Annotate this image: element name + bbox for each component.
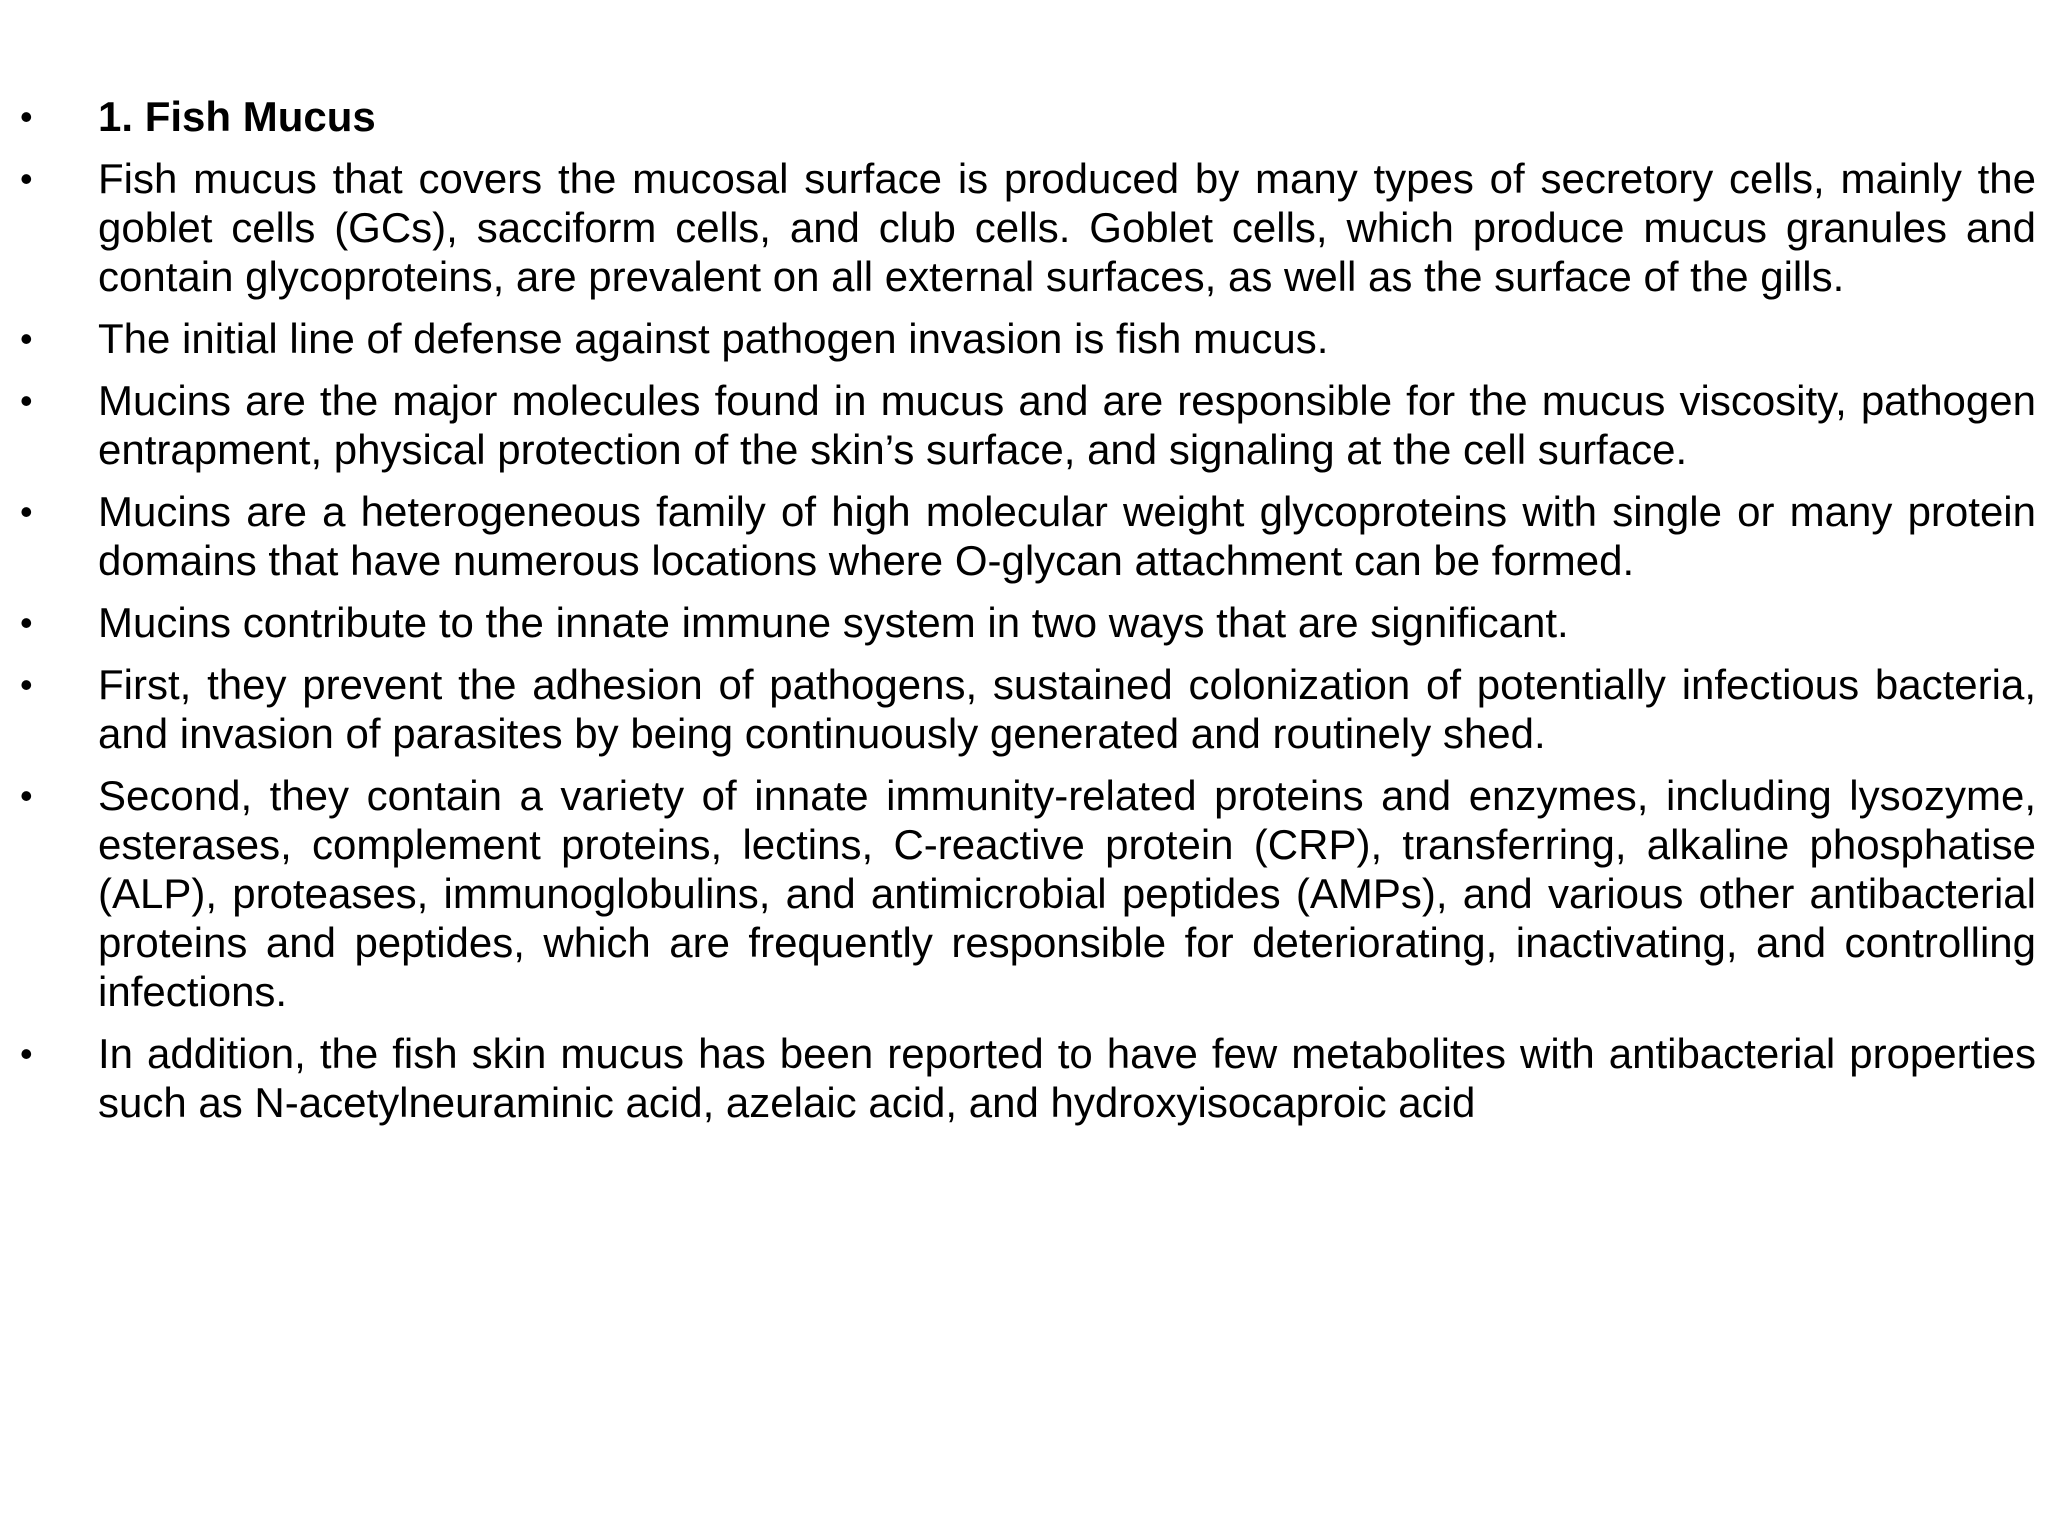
bullet-text: Second, they contain a variety of innate immunity-related proteins and enzymes, including lysozyme, esterases, complement proteins, lectins, C-reactive protein (CRP), transferring, alkaline phosphatise (ALP), proteases, immunoglobulins, and antimicrobial peptides (AMPs), and various other antibacterial proteins and peptides, which are frequently responsible for deteriorating, inactivating, and controlling infections. [98, 772, 2036, 1015]
section-heading: 1. Fish Mucus [98, 93, 376, 140]
bullet-marker: • [20, 1033, 33, 1074]
bullet-text: In addition, the fish skin mucus has been reported to have few metabolites with antibacterial properties such as N-acetylneuraminic acid, azelaic acid, and hydroxyisocaproic acid [98, 1030, 2036, 1126]
bullet-item [20, 376, 2036, 474]
bullet-item [20, 154, 2036, 301]
bullet-marker: • [20, 318, 33, 359]
bullet-text: The initial line of defense against pathogen invasion is fish mucus. [98, 315, 1329, 362]
bullet-text: Fish mucus that covers the mucosal surface is produced by many types of secretory cells, mainly the goblet cells (GCs), sacciform cells, and club cells. Goblet cells, which produce mucus granules and contain glycoproteins, are prevalent on all external surfaces, as well as the surface of the gills. [98, 155, 2036, 300]
bullet-text: Mucins contribute to the innate immune system in two ways that are significant. [98, 599, 1569, 646]
bullet-text: First, they prevent the adhesion of pathogens, sustained colonization of potentially infectious bacteria, and invasion of parasites by being continuously generated and routinely shed. [98, 661, 2036, 757]
bullet-item [20, 314, 2036, 363]
bullet-item [20, 660, 2036, 758]
bullet-text: Mucins are the major molecules found in mucus and are responsible for the mucus viscosity, pathogen entrapment, physical protection of the skin’s surface, and signaling at the cell surface. [98, 377, 2036, 473]
bullet-item [20, 598, 2036, 647]
bullet-marker: • [20, 158, 33, 199]
bullet-item-heading [20, 92, 2036, 141]
bullet-marker: • [20, 491, 33, 532]
bullet-marker: • [20, 602, 33, 643]
bullet-item [20, 771, 2036, 1016]
bullet-marker: • [20, 96, 33, 137]
bullet-list [20, 92, 2036, 1140]
bullet-marker: • [20, 664, 33, 705]
bullet-marker: • [20, 775, 33, 816]
bullet-item [20, 487, 2036, 585]
bullet-item [20, 1029, 2036, 1127]
bullet-text: Mucins are a heterogeneous family of high molecular weight glycoproteins with single or many protein domains that have numerous locations where O-glycan attachment can be formed. [98, 488, 2036, 584]
bullet-marker: • [20, 380, 33, 421]
